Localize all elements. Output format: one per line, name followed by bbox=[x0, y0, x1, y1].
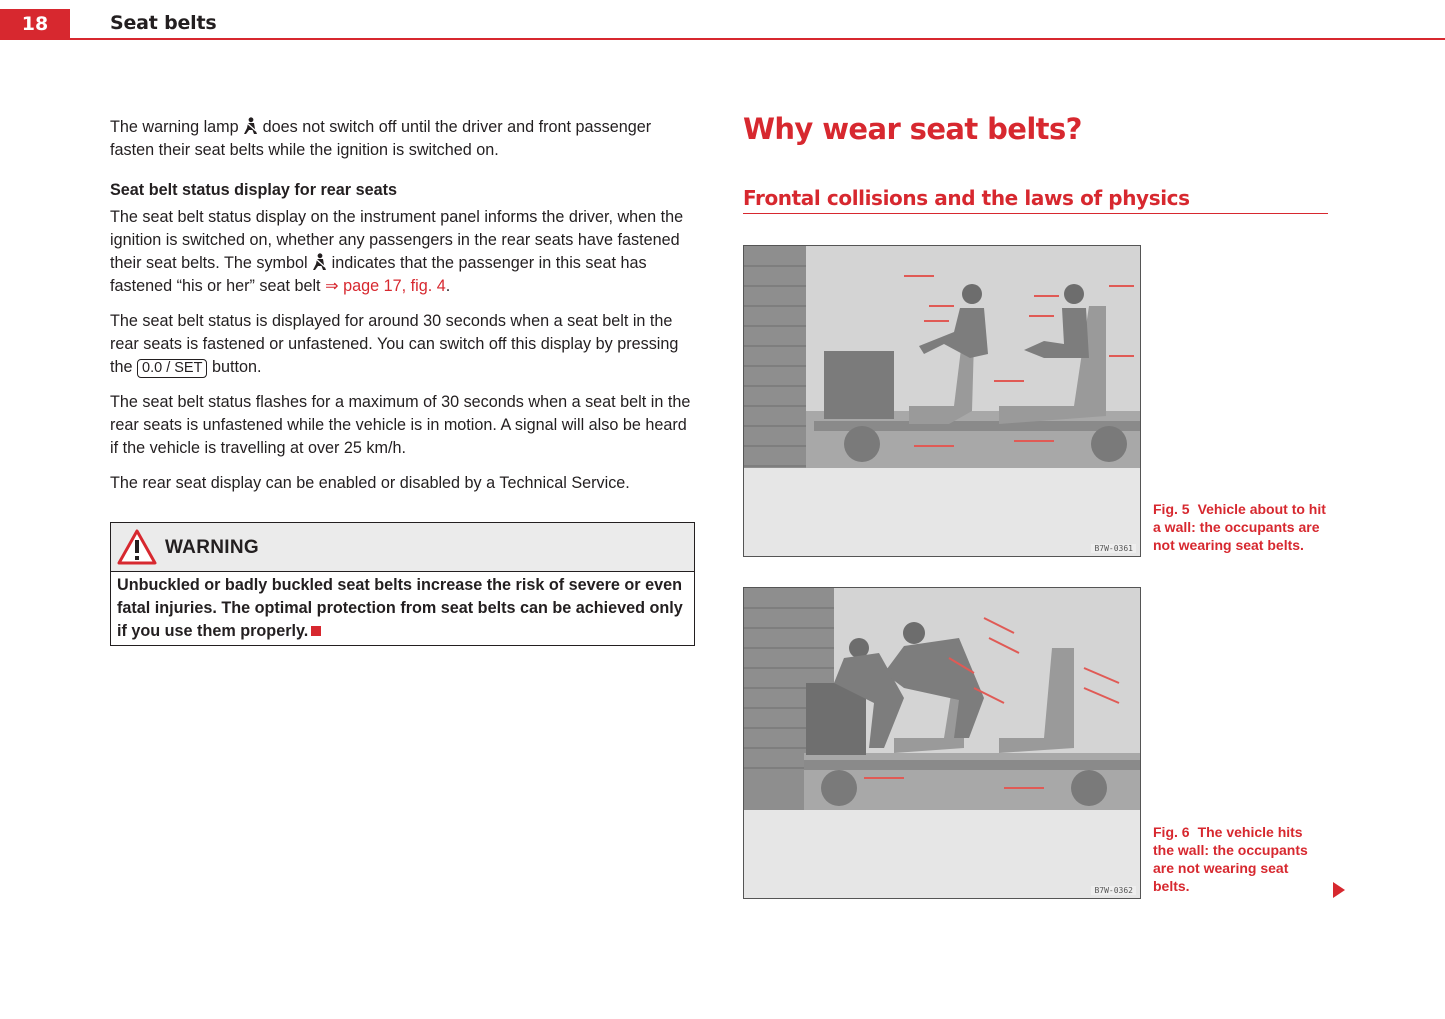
figure-6-illustration bbox=[743, 587, 1141, 899]
next-page-arrow-icon[interactable] bbox=[1333, 882, 1345, 898]
figure-6-caption-text: The vehicle hits the wall: the occupants are not wearing seat belts. bbox=[1153, 824, 1308, 894]
p1-text-b: does not switch off until the driver and front passenger fasten their seat belts while the ignition is switched on. bbox=[110, 118, 652, 159]
page-number: 18 bbox=[0, 9, 70, 40]
p1-text-a: The warning lamp bbox=[110, 118, 239, 136]
figure-5-caption-text: Vehicle about to hit a wall: the occupants are not wearing seat belts. bbox=[1153, 501, 1326, 553]
page-reference-link[interactable]: ⇒ page 17, fig. 4 bbox=[325, 277, 446, 295]
warning-triangle-icon bbox=[117, 529, 157, 565]
end-square-icon bbox=[311, 626, 321, 636]
header-rule bbox=[70, 38, 1445, 40]
seat-belt-icon bbox=[312, 253, 327, 271]
paragraph-warning-lamp bbox=[110, 116, 695, 162]
seat-belt-icon bbox=[243, 117, 258, 135]
p2-text-a: The seat belt status display on the instrument panel informs the driver, when the ignition is switched on, whether any passengers in the rear seats have fastened their seat belts. The symbol bbox=[110, 208, 684, 272]
figure-6-code: B7W-0362 bbox=[1091, 886, 1136, 895]
figure-5-caption bbox=[1153, 500, 1333, 554]
paragraph-status-duration bbox=[110, 310, 695, 379]
figure-5-illustration bbox=[743, 245, 1141, 557]
sub-heading: Frontal collisions and the laws of physics bbox=[743, 186, 1190, 210]
figure-6-caption bbox=[1153, 823, 1318, 895]
warning-box bbox=[110, 522, 695, 646]
left-column bbox=[110, 116, 695, 507]
warning-header bbox=[111, 523, 694, 572]
p2-end: . bbox=[445, 277, 451, 295]
paragraph-status-flashes: The seat belt status flashes for a maximum of 30 seconds when a seat belt in the rear seats is unfastened while the vehicle is in motion. A signal will also be heard if the vehicle is travelling at over 25 km/h. bbox=[110, 393, 691, 457]
vehicle-before-impact-illustration bbox=[744, 246, 1140, 556]
p3-text-b: button. bbox=[211, 358, 262, 376]
rear-seats-heading: Seat belt status display for rear seats bbox=[110, 181, 397, 199]
figure-5-code: B7W-0361 bbox=[1091, 544, 1136, 553]
paragraph-status-display bbox=[110, 206, 695, 298]
figure-5-number: Fig. 5 bbox=[1153, 501, 1190, 517]
p2-text-b: indicates that the passenger in this seat has fastened “his or her” seat belt bbox=[110, 254, 647, 295]
warning-title: WARNING bbox=[165, 537, 259, 558]
set-button-key: 0.0 / SET bbox=[137, 359, 207, 378]
warning-body bbox=[111, 572, 694, 645]
vehicle-impact-illustration bbox=[744, 588, 1140, 898]
warning-text: Unbuckled or badly buckled seat belts increase the risk of severe or even fatal injuries. The optimal protection from seat belts can be achieved only if you use them properly. bbox=[117, 576, 683, 640]
p3-text-a: The seat belt status is displayed for around 30 seconds when a seat belt in the rear seats is fastened or unfastened. You can switch off this display by pressing the bbox=[110, 312, 679, 376]
main-heading: Why wear seat belts? bbox=[743, 112, 1082, 146]
sub-heading-rule bbox=[743, 213, 1328, 214]
figure-6-number: Fig. 6 bbox=[1153, 824, 1190, 840]
paragraph-rear-display: The rear seat display can be enabled or disabled by a Technical Service. bbox=[110, 474, 630, 492]
section-title: Seat belts bbox=[110, 12, 217, 34]
